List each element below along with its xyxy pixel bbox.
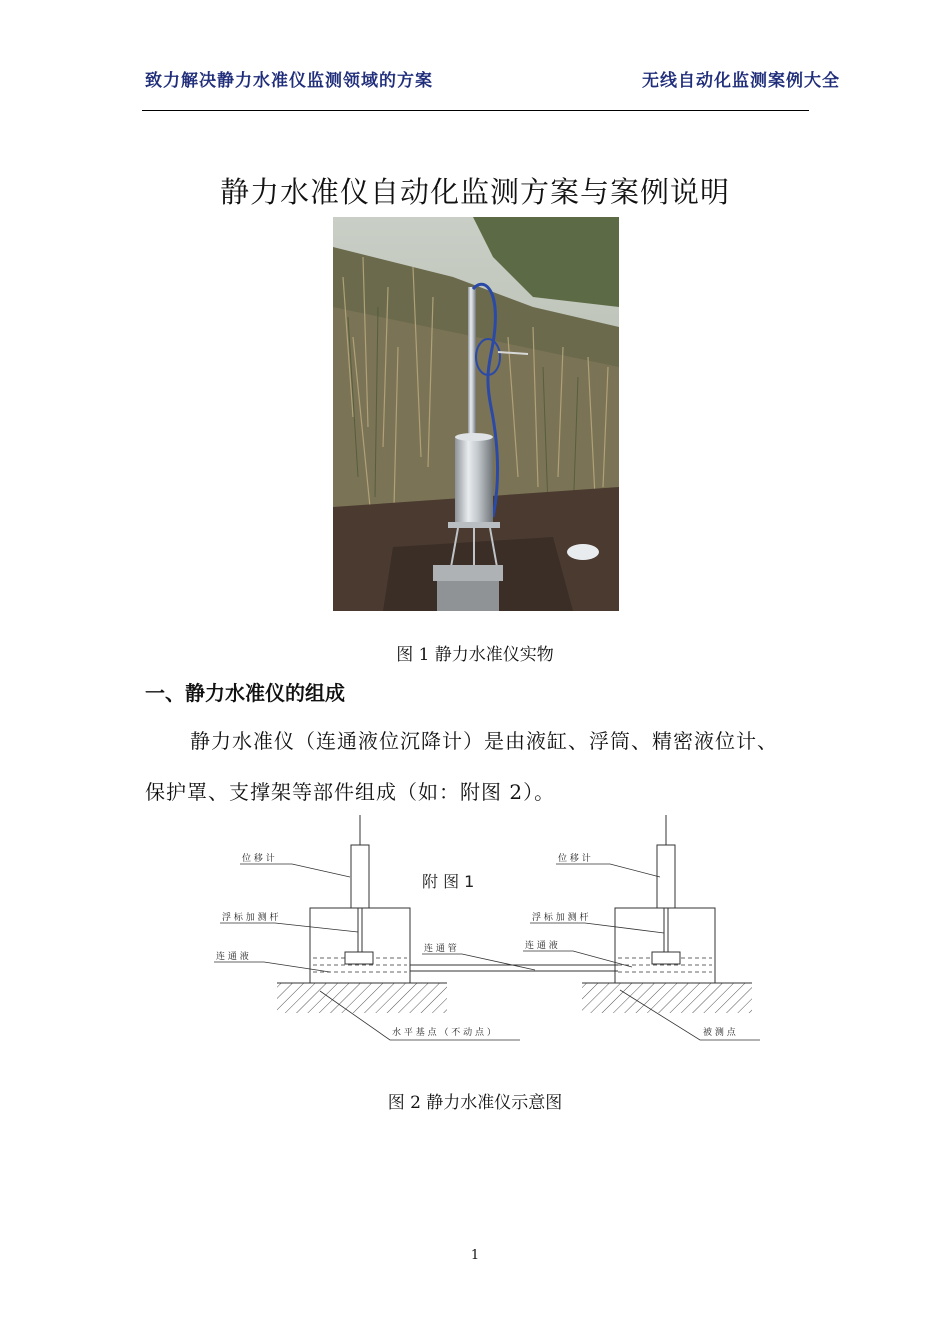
header-right-title: 无线自动化监测案例大全 xyxy=(642,71,840,91)
left-liquid-label: 连 通 液 xyxy=(216,952,249,962)
right-displacement-label: 位 移 计 xyxy=(558,854,591,864)
right-liquid-label: 连 通 液 xyxy=(525,941,558,951)
page-number: 1 xyxy=(470,1248,480,1263)
figure2-caption: 图 2 静力水准仪示意图 xyxy=(387,1093,563,1113)
instrument-photo xyxy=(333,217,619,611)
document-title: 静力水准仪自动化监测方案与案例说明 xyxy=(219,175,730,209)
reference-point-label: 水 平 基 点 （ 不 动 点 ） xyxy=(392,1028,496,1038)
section-heading: 一、静力水准仪的组成 xyxy=(145,681,345,705)
figure1-caption: 图 1 静力水准仪实物 xyxy=(396,645,554,665)
pipe-label: 连 通 管 xyxy=(424,944,457,954)
paragraph-line-2: 保护罩、支撑架等部件组成（如：附图 2）。 xyxy=(145,780,556,804)
measured-point-label: 被 测 点 xyxy=(703,1028,736,1038)
level-schematic-diagram xyxy=(200,815,770,1050)
header-divider xyxy=(142,110,809,111)
right-level-unit xyxy=(582,815,752,1013)
left-level-unit xyxy=(277,815,447,1013)
right-float-label: 浮 标 加 测 杆 xyxy=(532,913,589,923)
left-float-label: 浮 标 加 测 杆 xyxy=(222,913,279,923)
paragraph-line-1: 静力水准仪（连通液位沉降计）是由液缸、浮筒、精密液位计、 xyxy=(190,729,778,753)
header-left-title: 致力解决静力水准仪监测领域的方案 xyxy=(145,71,433,91)
left-displacement-label: 位 移 计 xyxy=(242,854,275,864)
diagram-title: 附 图 1 xyxy=(422,872,475,891)
